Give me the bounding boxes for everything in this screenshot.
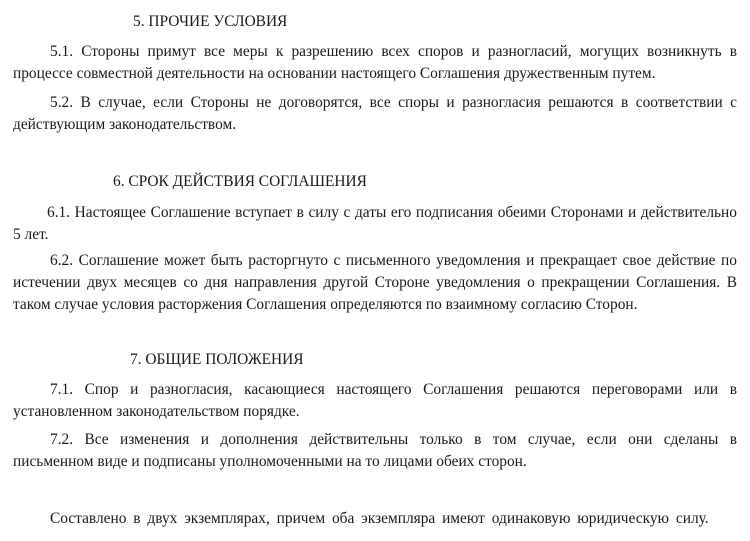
clause-6-2-line-2: истечении двух месяцев со дня направления другой Стороне уведомления о прекращении Соглашения. В <box>13 274 737 291</box>
clause-6-2-line-1: 6.2. Соглашение может быть расторгнуто с письменного уведомления и прекращает свое действие по <box>50 252 737 269</box>
clause-7-1-line-1: 7.1. Спор и разногласия, касающиеся настоящего Соглашения решаются переговорами или в <box>50 381 737 398</box>
clause-5-1 <box>13 41 737 85</box>
clause-5-2 <box>13 92 737 136</box>
section-heading-5: 5. ПРОЧИЕ УСЛОВИЯ <box>133 13 288 30</box>
clause-5-1-line-2: процессе совместной деятельности на основании настоящего Соглашения дружественным путем. <box>13 65 656 82</box>
section-heading-7: 7. ОБЩИЕ ПОЛОЖЕНИЯ <box>130 351 304 368</box>
clause-6-2 <box>13 250 737 316</box>
clause-6-1 <box>13 202 737 246</box>
clause-7-1 <box>13 379 737 423</box>
clause-7-2-line-1: 7.2. Все изменения и дополнения действительны только в том случае, если они сделаны в <box>50 431 737 448</box>
clause-7-2 <box>13 429 737 473</box>
clause-7-2-line-2: письменном виде и подписаны уполномоченными на то лицами обеих сторон. <box>13 453 527 470</box>
clause-6-1-line-2: 5 лет. <box>13 226 49 243</box>
clause-5-1-line-1: 5.1. Стороны примут все меры к разрешению всех споров и разногласий, могущих возникнуть в <box>50 43 737 60</box>
clause-6-1-line-1: 6.1. Настоящее Соглашение вступает в силу с даты его подписания обеими Сторонами и действительно <box>47 204 737 221</box>
clause-5-2-line-2: действующим законодательством. <box>13 116 237 133</box>
clause-7-1-line-2: установленном законодательством порядке. <box>13 403 300 420</box>
section-heading-6: 6. СРОК ДЕЙСТВИЯ СОГЛАШЕНИЯ <box>113 173 367 190</box>
clause-6-2-line-3: таком случае условия расторжения Соглашения определяются по взаимному согласию Сторон. <box>13 296 638 313</box>
closing-statement: Составлено в двух экземплярах, причем оба экземпляра имеют одинаковую юридическую силу. <box>50 510 709 527</box>
clause-5-2-line-1: 5.2. В случае, если Стороны не договорятся, все споры и разногласия решаются в соответствии с <box>50 94 737 111</box>
